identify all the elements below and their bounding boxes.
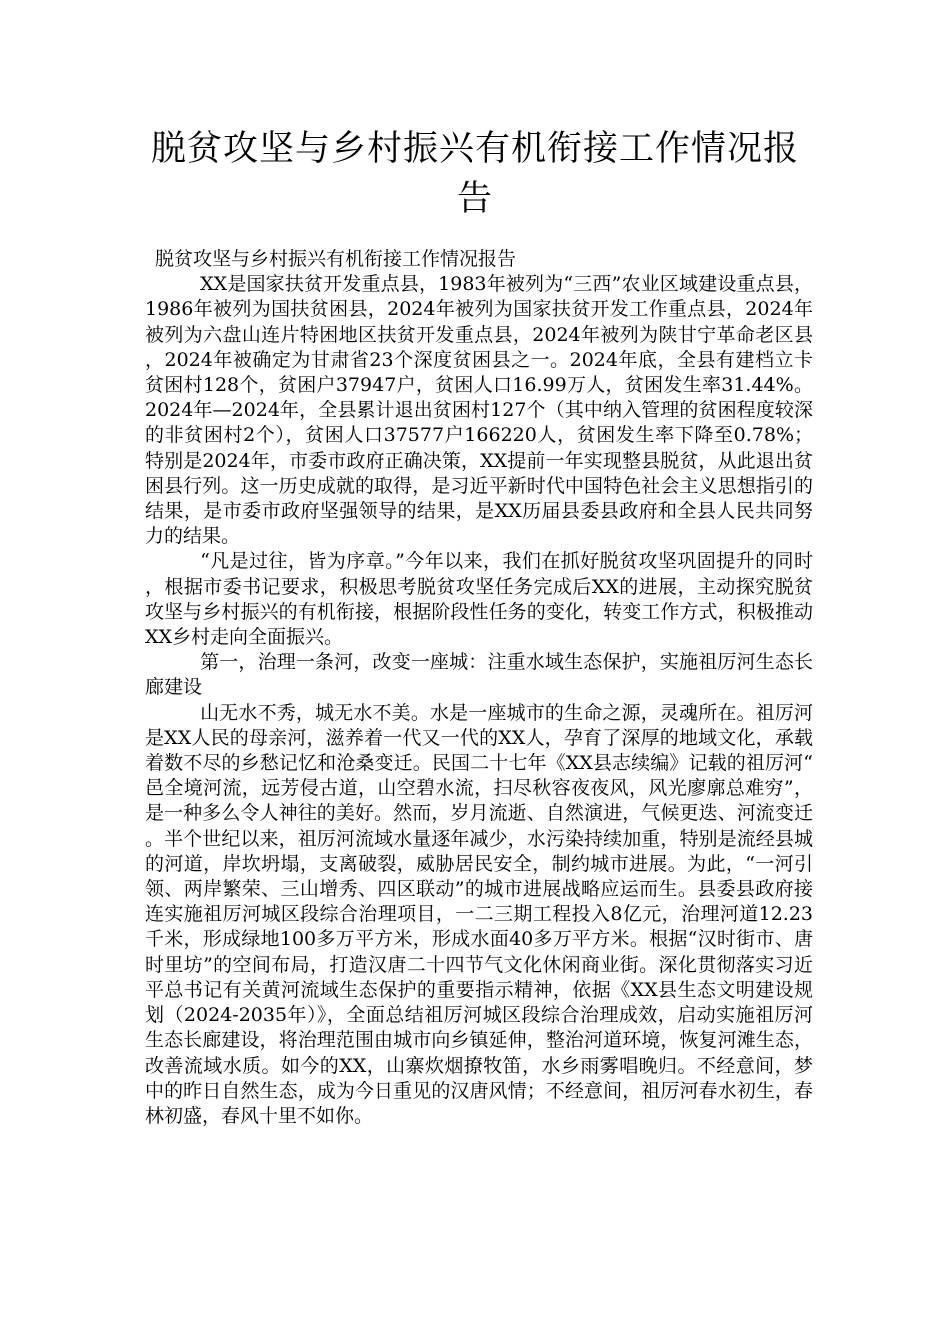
- document-title: 脱贫攻坚与乡村振兴有机衔接工作情况报告: [150, 129, 799, 219]
- paragraph-river-governance: 山无水不秀，城无水不美。水是一座城市的生命之源，灵魂所在。祖厉河是XX人民的母亲河，滋养着一代又一代的XX人，孕育了深厚的地域文化，承载着数不尽的乡愁记忆和沧桑变迁。民国二十七年《XX县志续编》记载的祖厉河“邑全境河流，远芳侵古道，山空碧水流，扫尽秋容夜夜风，风光廖廓总难穷”，是一种多么令人神往的美好。然而，岁月流逝、自然演进，气候更迭、河流变迁。半个世纪以来，祖厉河流域水量逐年减少，水污染持续加重，特别是流经县城的河道，岸坎坍塌，支离破裂，威胁居民安全，制约城市进展。为此，“一河引领、两岸繁荣、三山增秀、四区联动”的城市进展战略应运而生。县委县政府接连实施祖厉河城区段综合治理项目，一二三期工程投入8亿元，治理河道12.23千米，形成绿地100多万平方米，形成水面40多万平方米。根据“汉时街市、唐时里坊”的空间布局，打造汉唐二十四节气文化休闲商业街。深化贯彻落实习近平总书记有关黄河流域生态保护的重要指示精神，依据《XX县生态文明建设规划（2024-2035年）》，全面总结祖厉河城区段综合治理成效，启动实施祖厉河生态长廊建设，将治理范围由城市向乡镇延伸，整治河道环境，恢复河滩生态，改善流域水质。如今的XX，山寨炊烟撩牧笛，水乡雨雾唱晚归。不经意间，梦中的昨日自然生态，成为今日重见的汉唐风情；不经意间，祖厉河春水初生，春林初盛，春风十里不如你。: [145, 701, 813, 1127]
- paragraph-transition: “凡是过往，皆为序章。”今年以来，我们在抓好脱贫攻坚巩固提升的同时，根据市委书记要求，积极思考脱贫攻坚任务完成后XX的进展，主动探究脱贫攻坚与乡村振兴的有机衔接，根据阶段性任务的变化，转变工作方式，积极推动XX乡村走向全面振兴。: [145, 550, 813, 649]
- document-body: [145, 247, 813, 1129]
- paragraph-overview: XX是国家扶贫开发重点县，1983年被列为“三西”农业区域建设重点县，1986年被列为国扶贫困县，2024年被列为国家扶贫开发工作重点县，2024年被列为六盘山连片特困地区扶贫开发重点县，2024年被列为陕甘宁革命老区县，2024年被确定为甘肃省23个深度贫困县之一。2024年底，全县有建档立卡贫困村128个，贫困户37947户，贫困人口16.99万人，贫困发生率31.44%。2024年—2024年，全县累计退出贫困村127个（其中纳入管理的贫困程度较深的非贫困村2个），贫困人口37577户166220人，贫困发生率下降至0.78%；特别是2024年，市委市政府正确决策，XX提前一年实现整县脱贫，从此退出贫困县行列。这一历史成就的取得，是习近平新时代中国特色社会主义思想指引的结果，是市委市政府坚强领导的结果，是XX历届县委县政府和全县人民共同努力的结果。: [145, 273, 813, 548]
- section-heading-river: 第一，治理一条河，改变一座城：注重水域生态保护，实施祖厉河生态长廊建设: [145, 651, 813, 699]
- document-subtitle: 脱贫攻坚与乡村振兴有机衔接工作情况报告: [155, 248, 517, 270]
